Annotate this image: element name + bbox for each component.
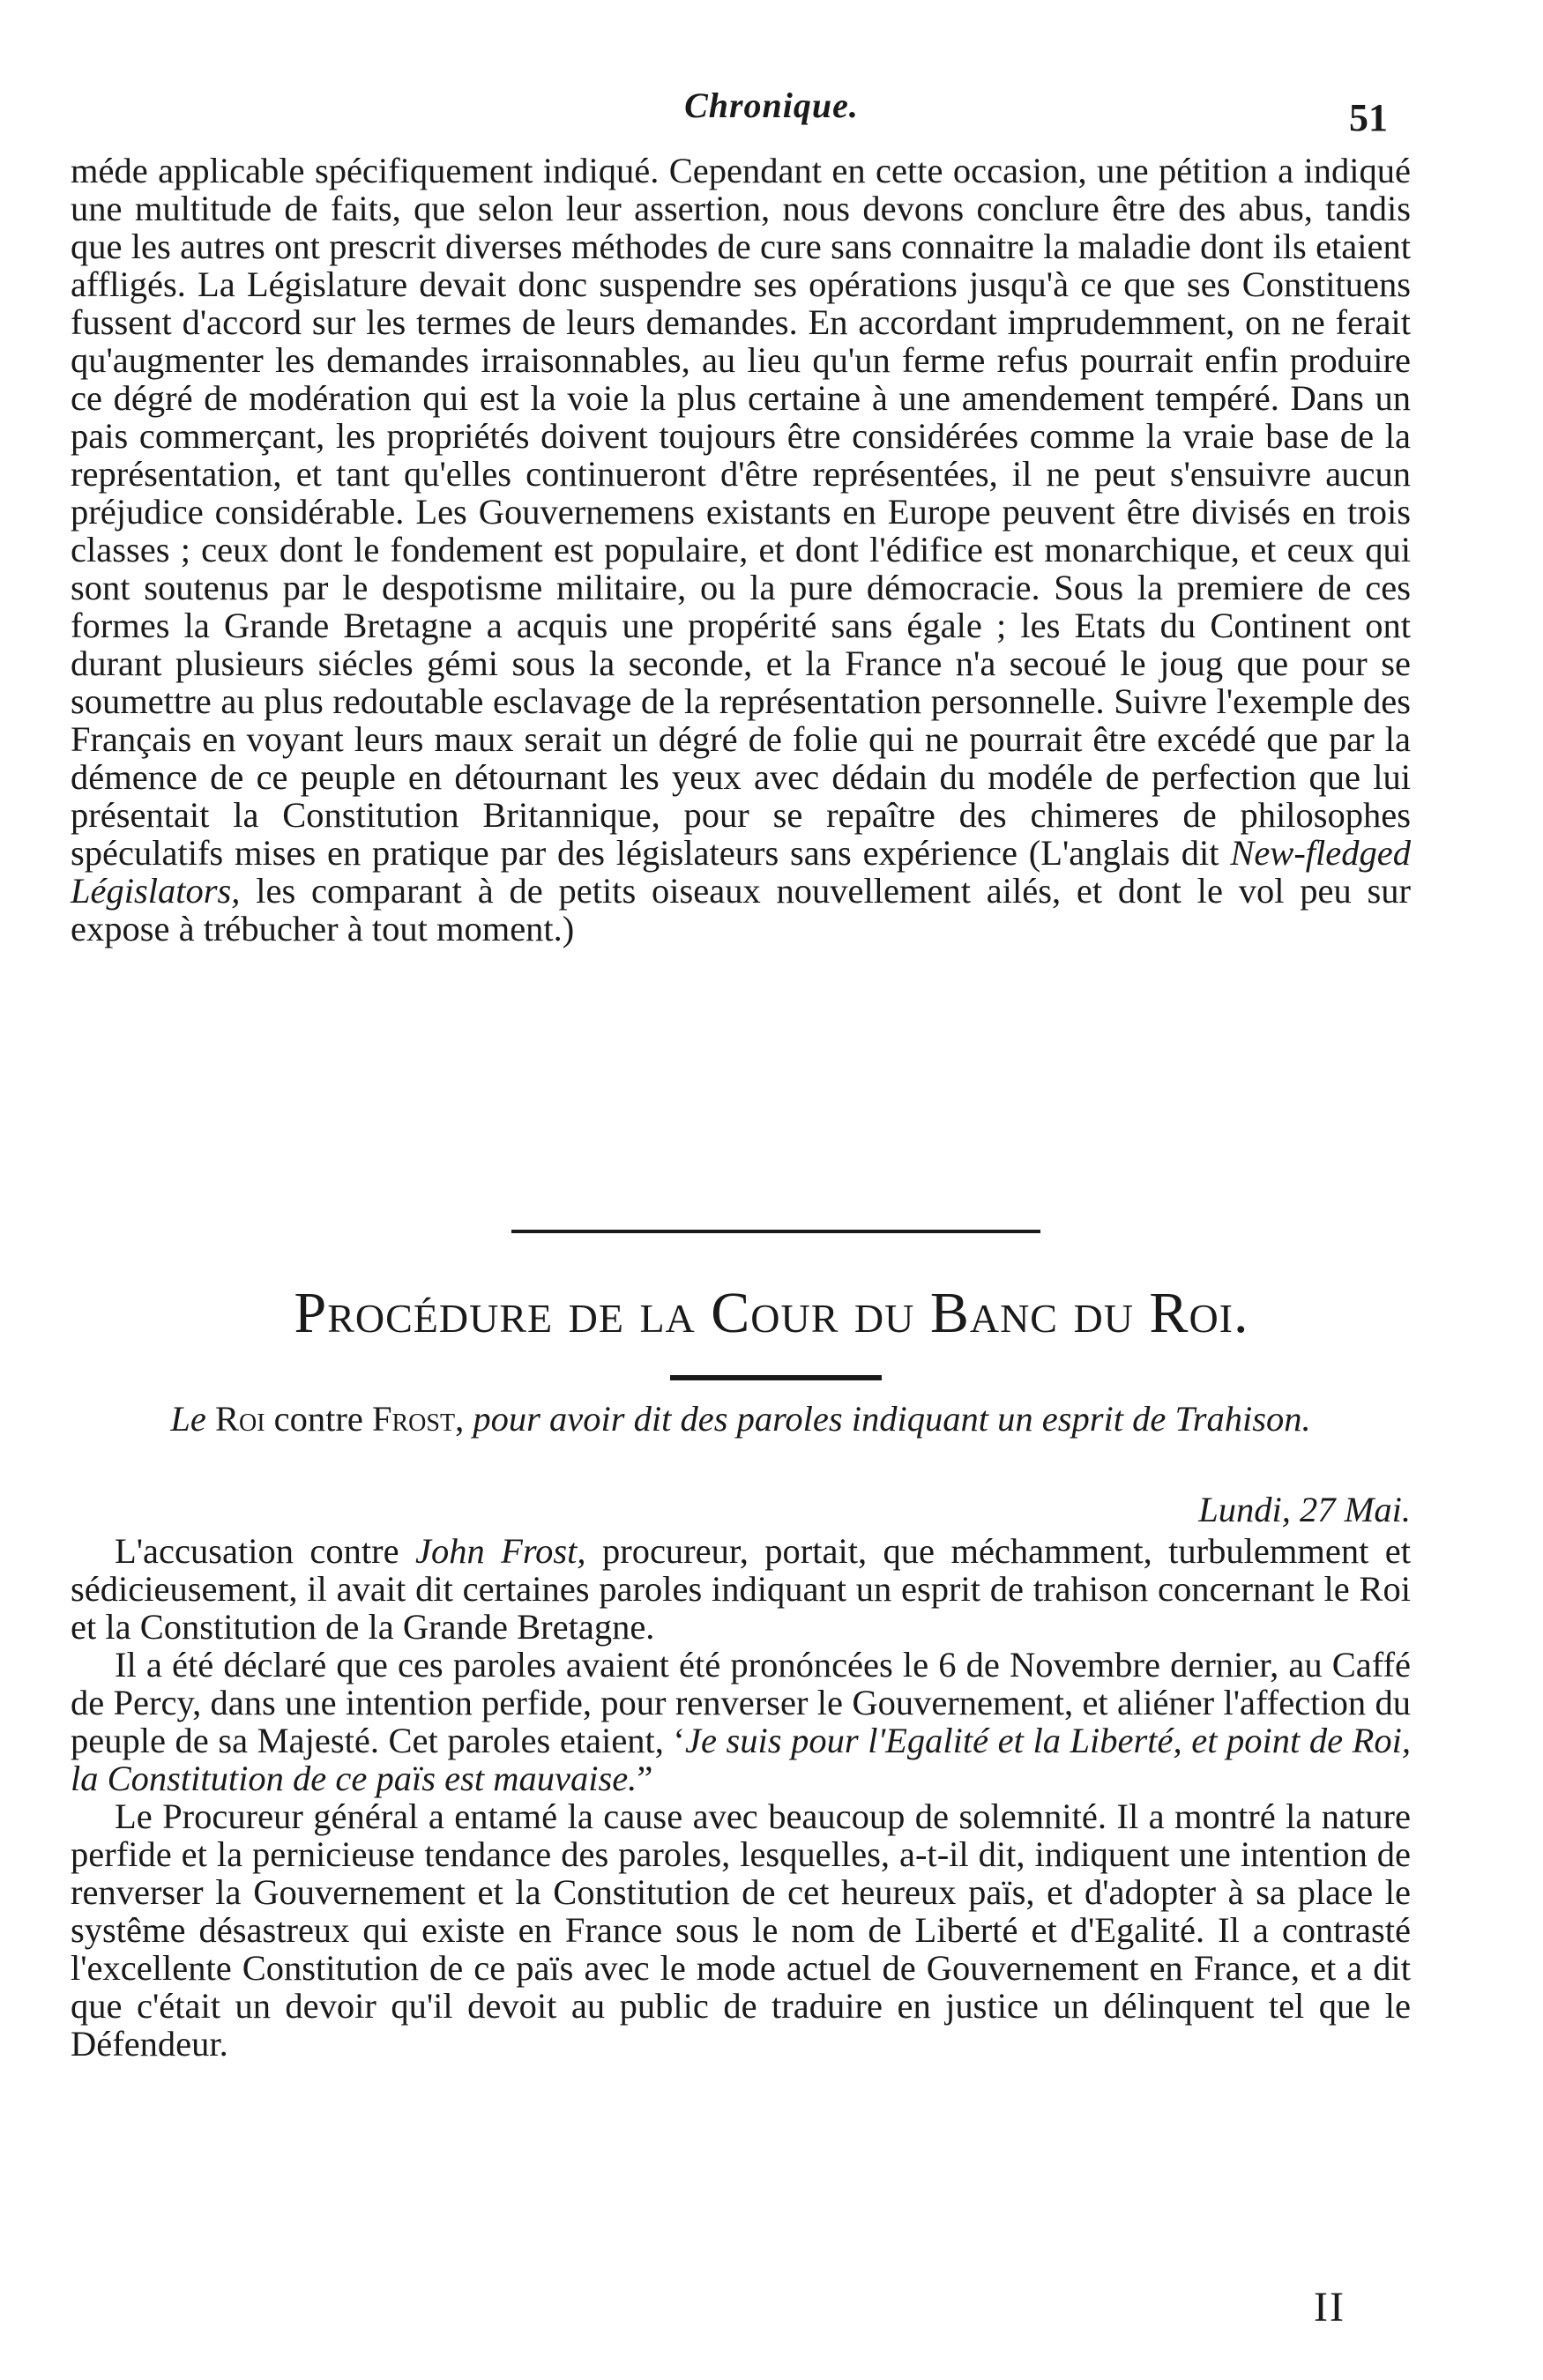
declaration-text: Il a été déclaré que ces paroles avaient été pronóncées le 6 de Novembre dernier, au Caffé de Percy, dans une intention perfide, pour renverser le Gouvernement, et aliéner l'affection du peuple de sa Majesté. Cet paroles etaient, ‘ — [71, 1645, 1411, 1760]
accusation-text-start: L'accusation contre — [115, 1531, 399, 1571]
section-divider-rule — [511, 1230, 1040, 1233]
signature-mark: II — [1314, 2284, 1345, 2331]
date-line: Lundi, 27 Mai. — [1198, 1490, 1411, 1529]
title-underline-rule — [670, 1375, 882, 1380]
defendant-name: John Frost, — [415, 1531, 586, 1571]
quote-close: ” — [637, 1759, 653, 1798]
case-prefix: Le — [170, 1399, 206, 1439]
case-contre: contre — [273, 1399, 363, 1439]
continuation-text: méde applicable spécifiquement indiqué. Cependant en cette occasion, une pétition a indiqué une multitude de faits, que selon leur assertion, nous devons conclure être des abus, tandis que les autres ont prescrit diverses méthodes de cure sans connaitre la maladie dont ils etaient affligés. La Législature devait donc suspendre ses opérations jusqu'à ce que ses Constituens fussent d'accord sur les termes de leurs demandes. En accordant imprudemment, on ne ferait qu'augmenter les demandes irraisonnables, au lieu qu'un ferme refus pourrait enfin produire ce dégré de modération qui est la voie la plus certaine à une amendement tempéré. Dans un pais commerçant, les propriétés doivent toujours être considérées comme la vraie base de la représentation, et tant qu'elles continueront d'être représentées, il ne peut s'ensuivre aucun préjudice considérable. Les Gouvernemens existants en Europe peuvent être divisés en trois classes ; ceux dont le fondement est populaire, et dont l'édifice est monarchique, et ceux qui sont soutenus par le despotisme militaire, ou la pure démocracie. Sous la premiere de ces formes la Grande Bretagne a acquis une propérité sans égale ; les Etats du Continent ont durant plusieurs siécles gémi sous la seconde, et la France n'a secoué le joug que pour se soumettre au plus redoutable esclavage de la représentation personnelle. Suivre l'exemple des Français en voyant leurs maux serait un dégré de folie qui ne pourrait être excédé que par la démence de ce peuple en détournant les yeux avec dédain du modéle de perfection que lui présentait la Constitution Britannique, pour se repaître des chimeres de philosophes spéculatifs mises en pratique par des législateurs sans expérience (L'anglais dit — [71, 151, 1411, 873]
page-number: 51 — [1349, 96, 1388, 139]
case-body — [71, 1532, 1411, 2063]
section-title: Procédure de la Cour du Banc du Roi. — [294, 1281, 1249, 1345]
case-party-frost: Frost, — [371, 1399, 465, 1439]
paragraph-declaration — [71, 1646, 1411, 1797]
paragraph-procureur: Le Procureur général a entamé la cause avec beaucoup de solemnité. Il a montré la nature perfide et la pernicieuse tendance des paroles, lesquelles, a-t-il dit, indiquent une intention de renverser la Gouvernement et la Constitution de cet heureux païs, et d'adopter à sa place le systême désastreux qui existe en France sous le nom de Liberté et d'Egalité. Il a contrasté l'excellente Constitution de ce païs avec le mode actuel de Gouvernement en France, et a dit que c'était un devoir qu'il devoit au public de traduire en justice un délinquent tel que le Défendeur. — [71, 1796, 1411, 2064]
paragraph-accusation — [71, 1532, 1411, 1646]
continuation-text-end: les comparant à de petits oiseaux nouvellement ailés, et dont le vol peu sur expose à trébucher à tout moment.) — [71, 871, 1412, 948]
running-head: Chronique. — [684, 86, 859, 125]
quoted-words: Je suis pour l'Egalité et la Liberté, et point de Roi, la Constitution de ce païs est mauvaise. — [71, 1721, 1412, 1798]
case-title — [71, 1397, 1411, 1441]
case-party-roi: Roi — [214, 1399, 265, 1439]
continuation-italic-phrase: New-fledged Législators, — [71, 833, 1412, 911]
case-description: pour avoir dit des paroles indiquant un esprit de Trahison. — [473, 1399, 1311, 1439]
continuation-paragraph — [71, 152, 1411, 948]
accusation-text-end: procureur, portait, que méchamment, turbulemment et sédicieusement, il avait dit certaines paroles indiquant un esprit de trahison concernant le Roi et la Constitution de la Grande Bretagne. — [71, 1531, 1411, 1647]
